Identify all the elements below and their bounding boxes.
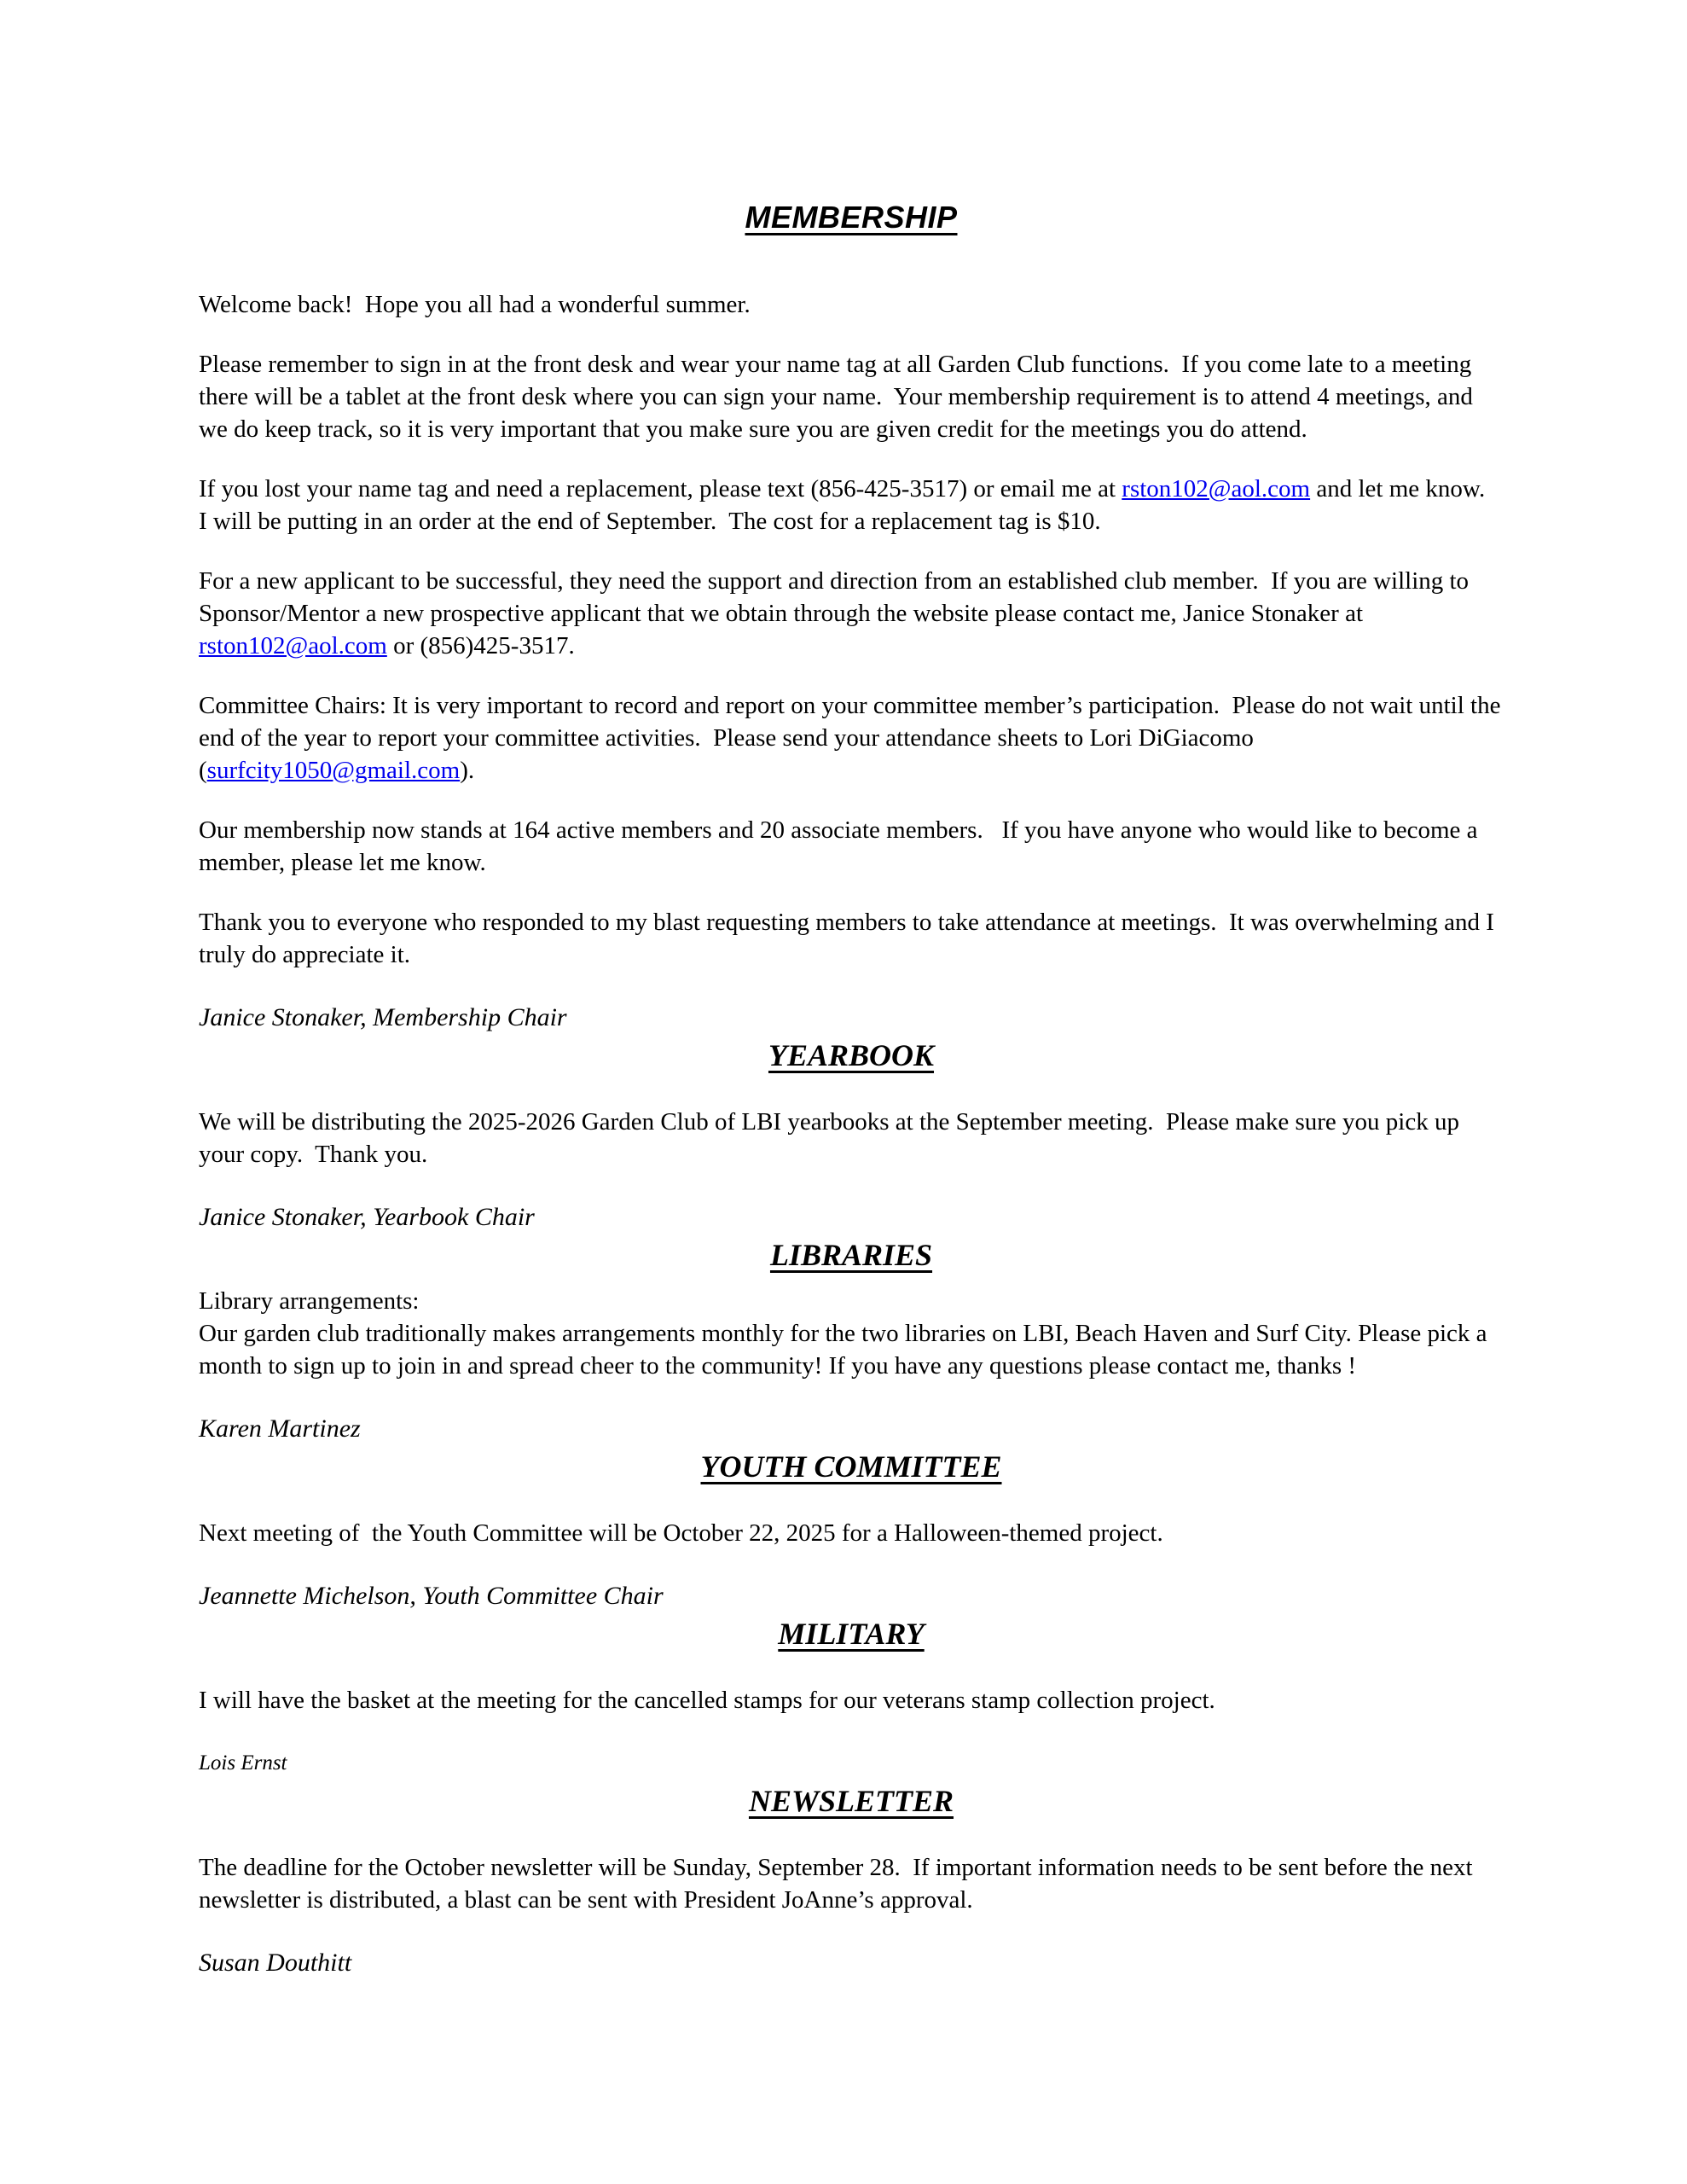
text-run: For a new applicant to be successful, they need the support and direction from an established club member. If you are willing to Sponsor/Mentor a new prospective applicant that we obtain through the website please contact me, Janice Stonaker at [199,567,1475,627]
sponsor-paragraph [199,565,1504,662]
email-link[interactable]: surfcity1050@gmail.com [206,757,461,784]
section-heading-youth-committee [199,1447,1504,1493]
text-run: I will have the basket at the meeting for the cancelled stamps for our veterans stamp collection project. [199,1687,1215,1714]
welcome-paragraph [199,288,1504,321]
section-heading-libraries [199,1235,1504,1281]
text-run: Committee Chairs: It is very important to record and report on your committee member’s participation. Please do not wait until the end of the year to report your committee activities. Please send your attendance sheets to Lori DiGiacomo ( [199,692,1507,784]
military-paragraph [199,1684,1504,1716]
text-run: ). [460,757,475,784]
email-link[interactable]: rston102@aol.com [199,632,387,659]
youth-meeting-paragraph [199,1517,1504,1549]
signature-susan-douthitt: Susan Douthitt [199,1949,352,1977]
section-heading-yearbook [199,1036,1504,1082]
signature-janice-membership: Janice Stonaker, Membership Chair [199,1003,567,1031]
text-run: Next meeting of the Youth Committee will be October 22, 2025 for a Halloween-themed project. [199,1519,1163,1547]
text-run: Library arrangements: [199,1287,420,1315]
library-arrangements-label [199,1285,1504,1317]
section-heading-membership [199,198,1504,244]
text-run: Thank you to everyone who responded to my blast requesting members to take attendance at meetings. It was overwhelming and I truly do appreciate it. [199,909,1501,968]
section-heading-newsletter [199,1781,1504,1827]
thank-you-paragraph [199,906,1504,971]
signature-lois-ernst: Lois Ernst [199,1751,287,1774]
section-heading-label: NEWSLETTER [748,1784,954,1818]
newsletter-deadline-paragraph [199,1851,1504,1916]
membership-count-paragraph [199,814,1504,879]
signature-janice-yearbook: Janice Stonaker, Yearbook Chair [199,1203,535,1231]
text-run: Please remember to sign in at the front desk and wear your name tag at all Garden Club functions. If you come late to a meeting there will be a tablet at the front desk where you can sign your name. Your membership requirement is to attend 4 meetings, and we do keep track, so it is very important that you make sure you are given credit for the meetings you do attend. [199,351,1480,443]
text-run: We will be distributing the 2025-2026 Garden Club of LBI yearbooks at the September meeting. Please make sure you pick up your copy. Thank you. [199,1108,1466,1168]
text-run: If you lost your name tag and need a replacement, please text (856-425-3517) or email me at [199,475,1122,502]
section-heading-label: YOUTH COMMITTEE [700,1449,1002,1484]
signature-karen-martinez: Karen Martinez [199,1414,361,1443]
libraries-paragraph [199,1317,1504,1382]
email-link[interactable]: rston102@aol.com [1122,475,1311,502]
text-run: Our membership now stands at 164 active members and 20 associate members. If you have anyone who would like to become a member, please let me know. [199,816,1484,876]
signature-jeannette-michelson: Jeannette Michelson, Youth Committee Chair [199,1582,664,1610]
name-tag-paragraph [199,473,1504,537]
text-run: Welcome back! Hope you all had a wonderful summer. [199,291,751,318]
committee-chairs-paragraph [199,689,1507,787]
section-heading-label: MILITARY [778,1617,925,1651]
text-run: The deadline for the October newsletter will be Sunday, September 28. If important information needs to be sent before the next newsletter is distributed, a blast can be sent with President JoAnne’s approval. [199,1854,1479,1914]
section-heading-military [199,1614,1504,1660]
section-heading-label: LIBRARIES [769,1238,933,1272]
section-heading-label: YEARBOOK [768,1038,935,1072]
text-run: and let me know. I will be putting in an order at the end of September. The cost for a replacement tag is $10. [199,475,1498,535]
text-run: Our garden club traditionally makes arrangements monthly for the two libraries on LBI, Beach Haven and Surf City. Please pick a month to sign up to join in and spread cheer to the community! If you have any questions please contact me, thanks ! [199,1320,1493,1380]
section-heading-label: MEMBERSHIP [745,200,958,235]
sign-in-paragraph [199,348,1504,445]
text-run: or (856)425-3517. [386,632,575,659]
yearbook-paragraph [199,1106,1504,1170]
